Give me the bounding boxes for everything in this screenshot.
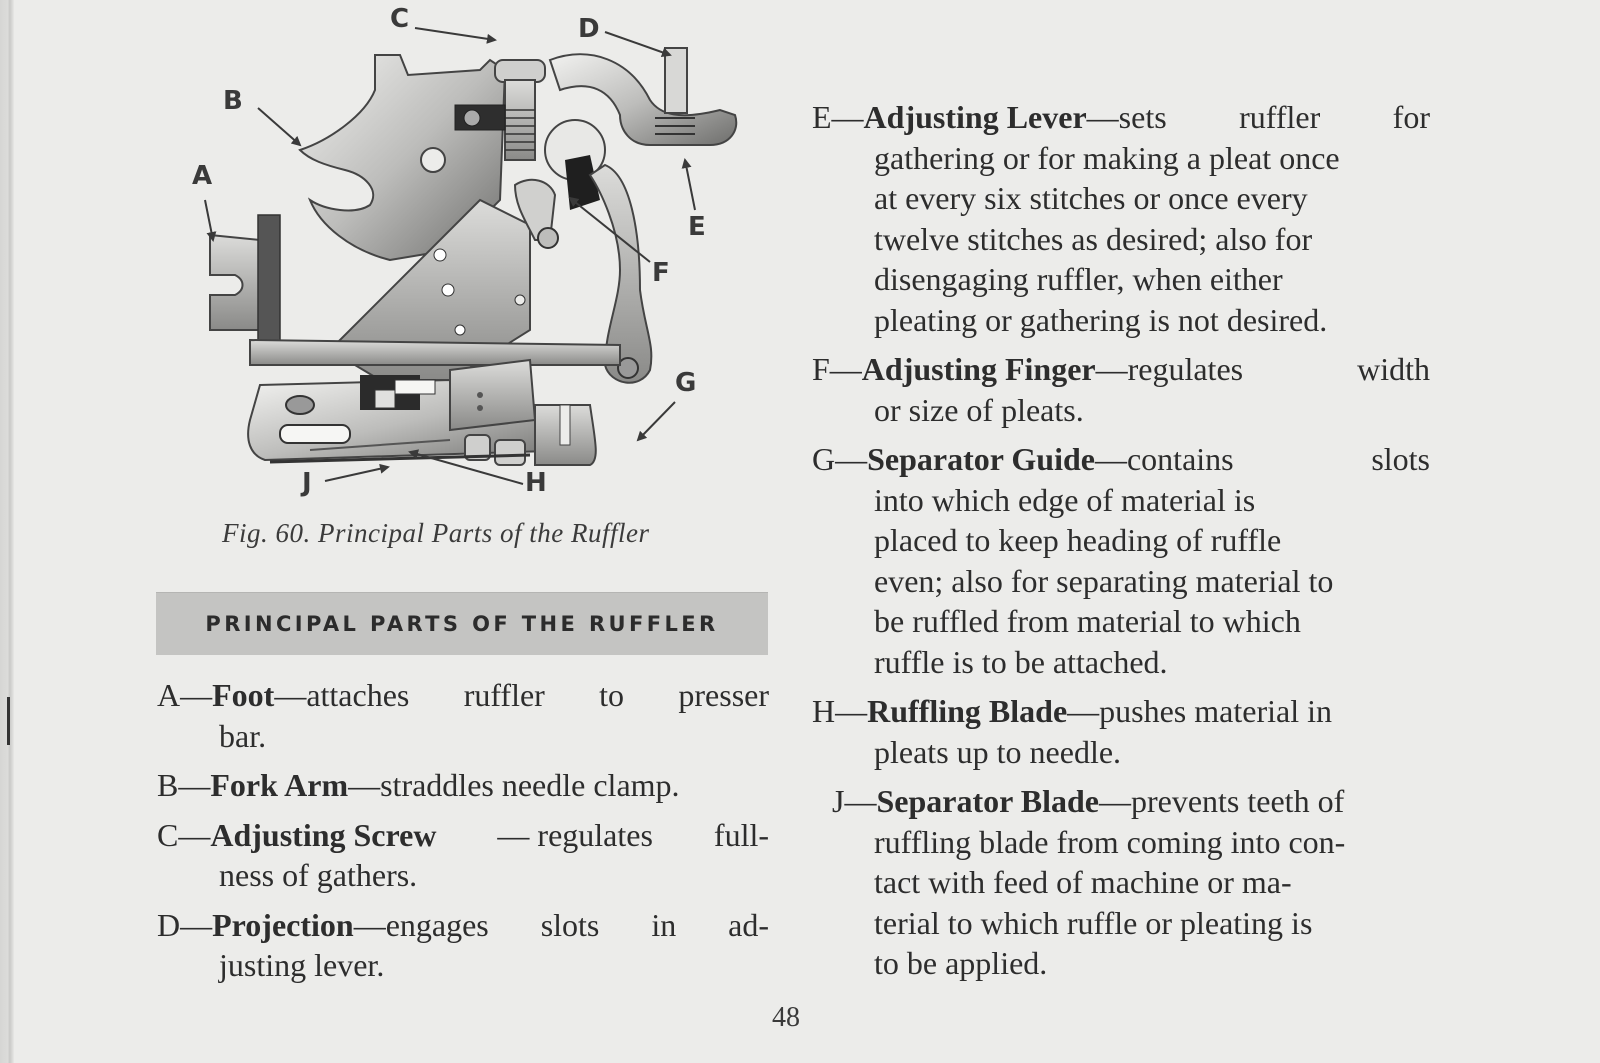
part-letter: E	[812, 99, 832, 135]
part-entry-e: E—Adjusting Lever—sets ruffler for gathering or for making a pleat once at every six stitches or once every twelve stitches as desired; also for disengaging ruffler, when either pleating or gathering is not desired.	[812, 97, 1430, 340]
part-description: or size of pleats.	[874, 391, 1084, 428]
part-desc-word: width	[1357, 351, 1430, 387]
part-entry-c: C—Adjusting Screw — regulates full- ness of gathers.	[157, 815, 769, 896]
parts-list-right	[812, 97, 1430, 993]
callout-c: C	[390, 4, 410, 34]
description-line: terial to which ruffle or pleating is	[874, 904, 1313, 941]
part-letter: B	[157, 767, 179, 803]
description-line: twelve stitches as desired; also for	[874, 220, 1313, 257]
description-line: ruffle is to be attached.	[874, 643, 1168, 680]
description-line: even; also for separating material to	[874, 562, 1334, 599]
part-entry-a: A—Foot—attaches ruffler to presser bar.	[157, 675, 769, 756]
part-letter: J	[832, 783, 845, 819]
part-entry-h: H—Ruffling Blade—pushes material in pleats up to needle.	[812, 691, 1430, 772]
description-line: disengaging ruffler, when either	[874, 261, 1283, 297]
description-line: gathering or for making a pleat once	[874, 139, 1340, 176]
part-letter: A	[157, 677, 181, 713]
description-line: be ruffled from material to which	[874, 603, 1301, 639]
part-term: Adjusting Screw	[210, 816, 437, 853]
part-term: Projection	[212, 906, 354, 943]
part-description: ness of gathers.	[219, 857, 418, 893]
part-letter: H	[812, 693, 836, 729]
part-letter: G	[812, 441, 836, 477]
part-description	[812, 480, 1430, 683]
callout-a: A	[192, 161, 213, 191]
part-desc-word: regulates	[537, 816, 653, 853]
part-desc-word: regulates	[1127, 351, 1244, 387]
binding-mark	[7, 697, 10, 745]
part-entry-f: F—Adjusting Finger—regulates width or size of pleats.	[812, 349, 1430, 430]
section-banner	[156, 592, 768, 655]
part-entry-j: J—Separator Blade—prevents teeth of ruffling blade from coming into con- tact with feed of machine or ma- terial to which ruffle or pleating is to be applied.	[812, 781, 1430, 984]
description-line: placed to keep heading of ruffle	[874, 522, 1282, 558]
description-line: tact with feed of machine or ma-	[874, 864, 1292, 900]
part-description: justing lever.	[219, 947, 385, 983]
part-entry-g: G—Separator Guide—contains slots into which edge of material is placed to keep heading of ruffle even; also for separating material to be ruffled from material to which ruffle is to be attached.	[812, 439, 1430, 682]
description-line: to be applied.	[874, 945, 1048, 981]
part-desc-word: engages	[385, 906, 489, 943]
part-term: Adjusting Finger	[861, 351, 1096, 387]
part-desc-word: prevents teeth of	[1130, 783, 1345, 819]
part-desc-word: full-	[713, 816, 769, 853]
callout-j: J	[302, 468, 312, 498]
part-description	[812, 138, 1430, 341]
part-description	[812, 822, 1430, 984]
callout-b: B	[223, 86, 243, 116]
part-entry-d: D—Projection—engages slots in ad- justing lever.	[157, 905, 769, 986]
part-desc-word: ruffler	[1239, 99, 1321, 135]
parts-list-left	[157, 675, 769, 995]
callout-d: D	[578, 14, 600, 44]
description-line: at every six stitches or once every	[874, 180, 1308, 216]
section-title: PRINCIPAL PARTS OF THE RUFFLER	[205, 612, 719, 636]
callout-f: F	[652, 258, 670, 288]
page-number: 48	[772, 1002, 800, 1033]
part-description: pleats up to needle.	[874, 733, 1122, 770]
description-line: into which edge of material is	[874, 481, 1256, 518]
part-desc-word: presser	[678, 677, 769, 713]
part-desc-word: ruffler	[463, 677, 545, 713]
part-desc-word: for	[1392, 99, 1430, 135]
part-desc-word: in	[651, 906, 677, 943]
part-desc-word: contains	[1126, 441, 1234, 477]
part-term: Fork Arm	[210, 767, 349, 803]
part-desc-word: slots	[540, 906, 600, 943]
part-desc-word: attaches	[306, 677, 410, 713]
part-term: Foot	[212, 677, 275, 713]
part-term: Ruffling Blade	[867, 693, 1068, 729]
part-letter: F	[812, 351, 830, 387]
part-term: Separator Blade	[876, 783, 1099, 819]
callout-h: H	[525, 468, 547, 498]
page-binding-edge	[0, 0, 14, 1063]
part-term: Separator Guide	[867, 441, 1095, 477]
part-desc-word: pushes material in	[1099, 693, 1332, 729]
ruffler-figure	[150, 0, 750, 540]
part-desc-word: to	[599, 677, 625, 713]
part-letter: D	[157, 906, 181, 943]
callout-e: E	[688, 212, 706, 242]
description-line: ruffling blade from coming into con-	[874, 823, 1346, 860]
part-desc-word: slots	[1371, 441, 1430, 477]
callout-g: G	[675, 368, 697, 398]
part-entry-b: B—Fork Arm—straddles needle clamp.	[157, 767, 680, 803]
figure-caption: Fig. 60. Principal Parts of the Ruffler	[222, 518, 650, 548]
part-desc-word: sets	[1118, 99, 1167, 135]
part-desc-word: ad-	[728, 906, 769, 943]
part-description: bar.	[219, 717, 267, 754]
part-desc-word: straddles needle clamp.	[380, 767, 680, 803]
part-term: Adjusting Lever	[863, 99, 1087, 135]
description-line: pleating or gathering is not desired.	[874, 301, 1328, 338]
part-letter: C	[157, 816, 179, 853]
